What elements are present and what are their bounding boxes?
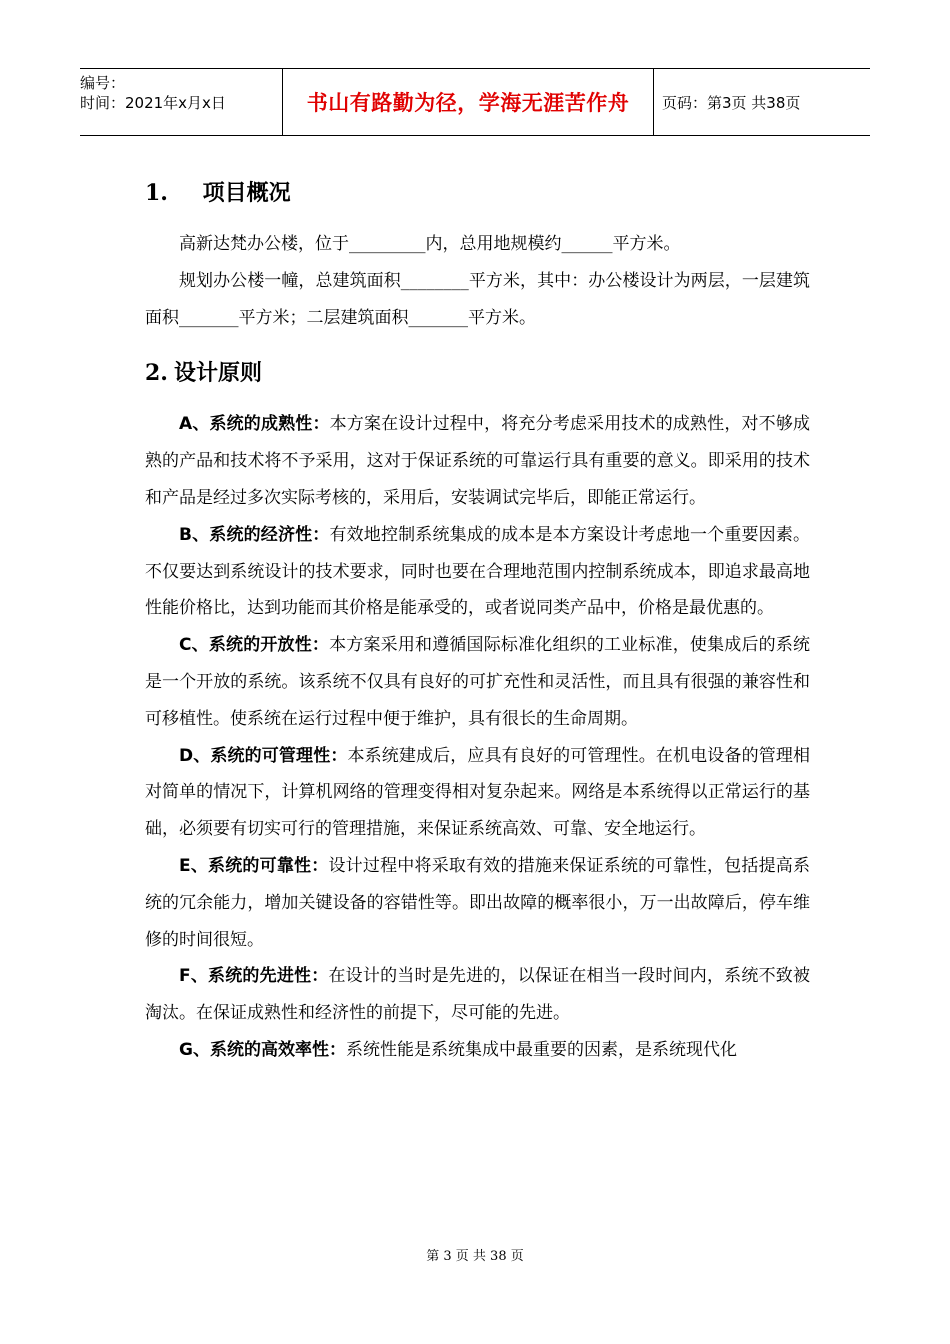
principle-text: 在设计的当时是先进的，以保证在相当一段时间内，系统不致被淘汰。在保证成熟性和经济性的前提下，尽可能的先进。 [145, 966, 810, 1024]
section-heading [145, 348, 810, 398]
document-body [145, 168, 810, 1069]
section-heading [145, 168, 810, 218]
header-page-info: 页码：第3页 共38页 [662, 93, 801, 112]
header-left-cell [80, 69, 282, 135]
principle-paragraph [145, 958, 810, 1032]
section-title: 项目概况 [202, 181, 291, 206]
header-motto: 书山有路勤为径，学海无涯苦作舟 [282, 69, 654, 135]
principle-text: 本方案采用和遵循国际标准化组织的工业标准，使集成后的系统是一个开放的系统。该系统不仅具有良好的可扩充性和灵活性，而且具有很强的兼容性和可移植性。使系统在运行过程中便于维护，具有很长的生命周期。 [145, 635, 810, 729]
principle-paragraph [145, 848, 810, 958]
paragraph: 高新达梵办公楼，位于_________内，总用地规模约______平方米。 [179, 234, 681, 254]
page-footer: 第 3 页 共 38 页 [426, 1249, 524, 1264]
principle-label: A、系统的成熟性： [179, 414, 330, 435]
principle-label: F、系统的先进性： [179, 966, 329, 987]
code-label: 编号： [80, 74, 126, 92]
principle-paragraph [145, 406, 810, 516]
principle-label: D、系统的可管理性： [179, 745, 348, 766]
principle-label: B、系统的经济性： [179, 524, 330, 545]
section-number: 2. [145, 360, 168, 387]
paragraph: 规划办公楼一幢，总建筑面积________平方米，其中：办公楼设计为两层，一层建筑面积_______平方米；二层建筑面积_______平方米。 [145, 270, 810, 328]
principle-text: 设计过程中将采取有效的措施来保证系统的可靠性，包括提高系统的冗余能力，增加关键设备的容错性等。即出故障的概率很小，万一出故障后，停车维修的时间很短。 [145, 855, 810, 950]
principle-label: E、系统的可靠性： [179, 855, 329, 876]
principle-text: 本系统建成后，应具有良好的可管理性。在机电设备的管理相对简单的情况下，计算机网络的管理变得相对复杂起来。网络是本系统得以正常运行的基础，必须要有切实可行的管理措施，来保证系统高效、可靠、安全地运行。 [145, 745, 810, 840]
principle-text: 本方案在设计过程中，将充分考虑采用技术的成熟性，对不够成熟的产品和技术将不予采用，这对于保证系统的可靠运行具有重要的意义。即采用的技术和产品是经过多次实际考核的，采用后，安装调试完毕后，即能正常运行。 [145, 414, 810, 508]
section-title: 设计原则 [173, 361, 262, 387]
date-label: 时间：2021年x月x日 [80, 94, 226, 112]
section-number: 1. [145, 180, 168, 206]
principle-text: 系统性能是系统集成中最重要的因素，是系统现代化 [345, 1039, 737, 1060]
principle-paragraph [145, 1032, 810, 1069]
principle-label: C、系统的开放性： [179, 635, 330, 656]
principle-label: G、系统的高效率性： [179, 1039, 346, 1060]
principle-paragraph [145, 517, 810, 627]
principle-paragraph [145, 627, 810, 737]
principle-paragraph [145, 738, 810, 848]
principle-text: 有效地控制系统集成的成本是本方案设计考虑地一个重要因素。不仅要达到系统设计的技术要求，同时也要在合理地范围内控制系统成本，即追求最高地性能价格比，达到功能而其价格是能承受的，或者说同类产品中，价格是最优惠的。 [145, 524, 810, 619]
document-header [80, 68, 870, 136]
